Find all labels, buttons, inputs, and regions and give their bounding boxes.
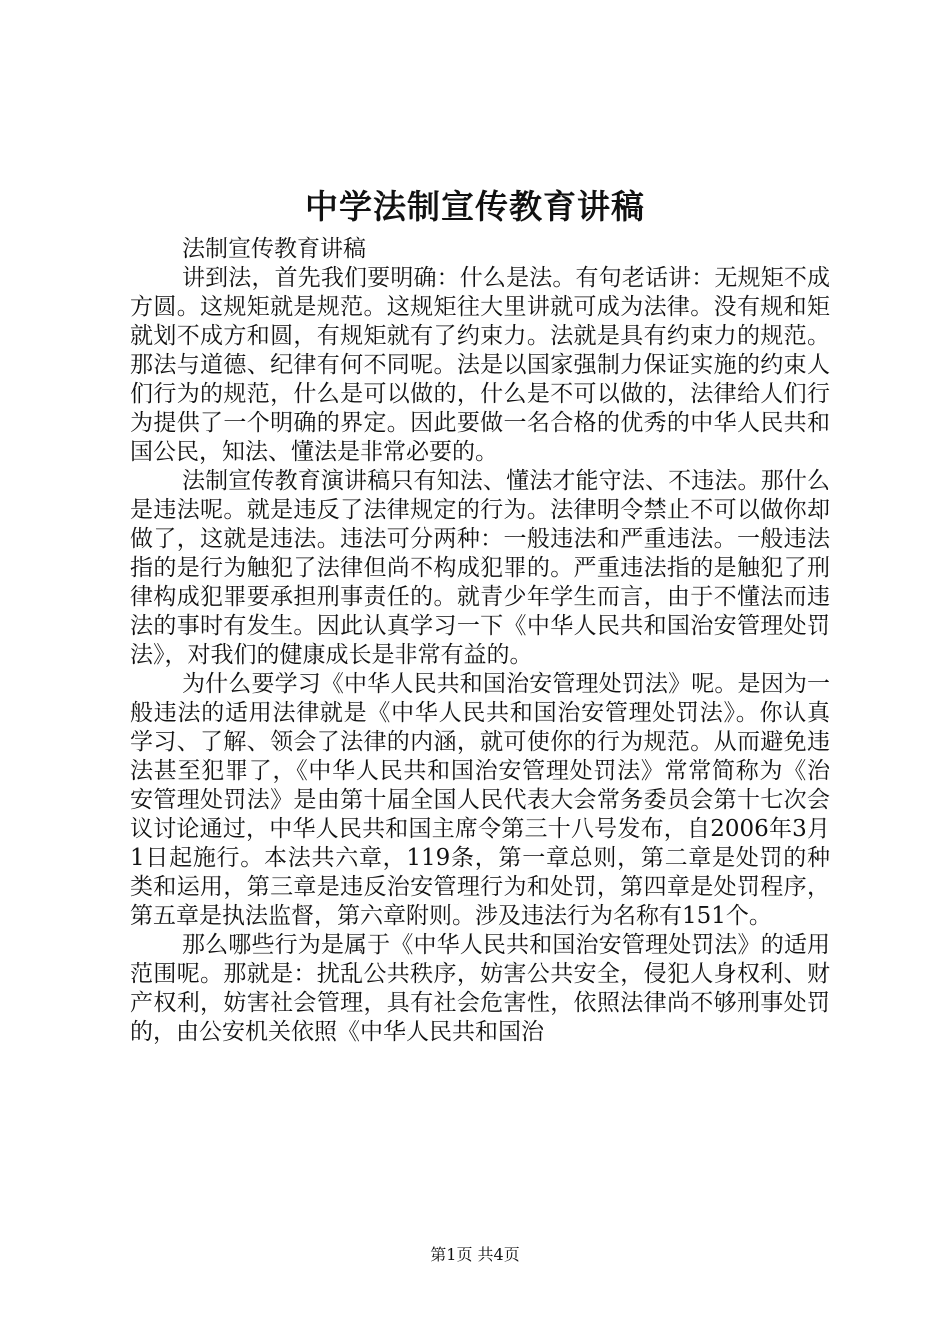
document-title: 中学法制宣传教育讲稿 (305, 187, 645, 226)
page-footer: 第1页 共4页 (430, 1245, 520, 1264)
body-paragraph-4: 那么哪些行为是属于《中华人民共和国治安管理处罚法》的适用范围呢。那就是：扰乱公共秩序，妨害公共安全，侵犯人身权利、财产权利，妨害社会管理，具有社会危害性，依照法律尚不够刑事处罚的，由公安机关依照《中华人民共和国治 (130, 932, 830, 1045)
body-paragraph-2: 法制宣传教育演讲稿只有知法、懂法才能守法、不违法。那什么是违法呢。就是违反了法律规定的行为。法律明令禁止不可以做你却做了，这就是违法。违法可分两种：一般违法和严重违法。一般违法指的是行为触犯了法律但尚不构成犯罪的。严重违法指的是触犯了刑律构成犯罪要承担刑事责任的。就青少年学生而言，由于不懂法而违法的事时有发生。因此认真学习一下《中华人民共和国治安管理处罚法》，对我们的健康成长是非常有益的。 (130, 468, 830, 668)
body-paragraph-3: 为什么要学习《中华人民共和国治安管理处罚法》呢。是因为一般违法的适用法律就是《中华人民共和国治安管理处罚法》。你认真学习、了解、领会了法律的内涵，就可使你的行为规范。从而避免违法甚至犯罪了，《中华人民共和国治安管理处罚法》常常简称为《治安管理处罚法》是由第十届全国人民代表大会常务委员会第十七次会议讨论通过，中华人民共和国主席令第三十八号发布，自2006年3月1日起施行。本法共六章，119条，第一章总则，第二章是处罚的种类和运用，第三章是违反治安管理行为和处罚，第四章是处罚程序，第五章是执法监督，第六章附则。涉及违法行为名称有151个。 (130, 671, 830, 929)
subtitle-paragraph: 法制宣传教育讲稿 (182, 236, 366, 262)
body-paragraph-1: 讲到法，首先我们要明确：什么是法。有句老话讲：无规矩不成方圆。这规矩就是规范。这规矩往大里讲就可成为法律。没有规和矩就划不成方和圆，有规矩就有了约束力。法就是具有约束力的规范。那法与道德、纪律有何不同呢。法是以国家强制力保证实施的约束人们行为的规范，什么是可以做的，什么是不可以做的，法律给人们行为提供了一个明确的界定。因此要做一名合格的优秀的中华人民共和国公民，知法、懂法是非常必要的。 (130, 265, 830, 465)
document-body (130, 235, 830, 1047)
